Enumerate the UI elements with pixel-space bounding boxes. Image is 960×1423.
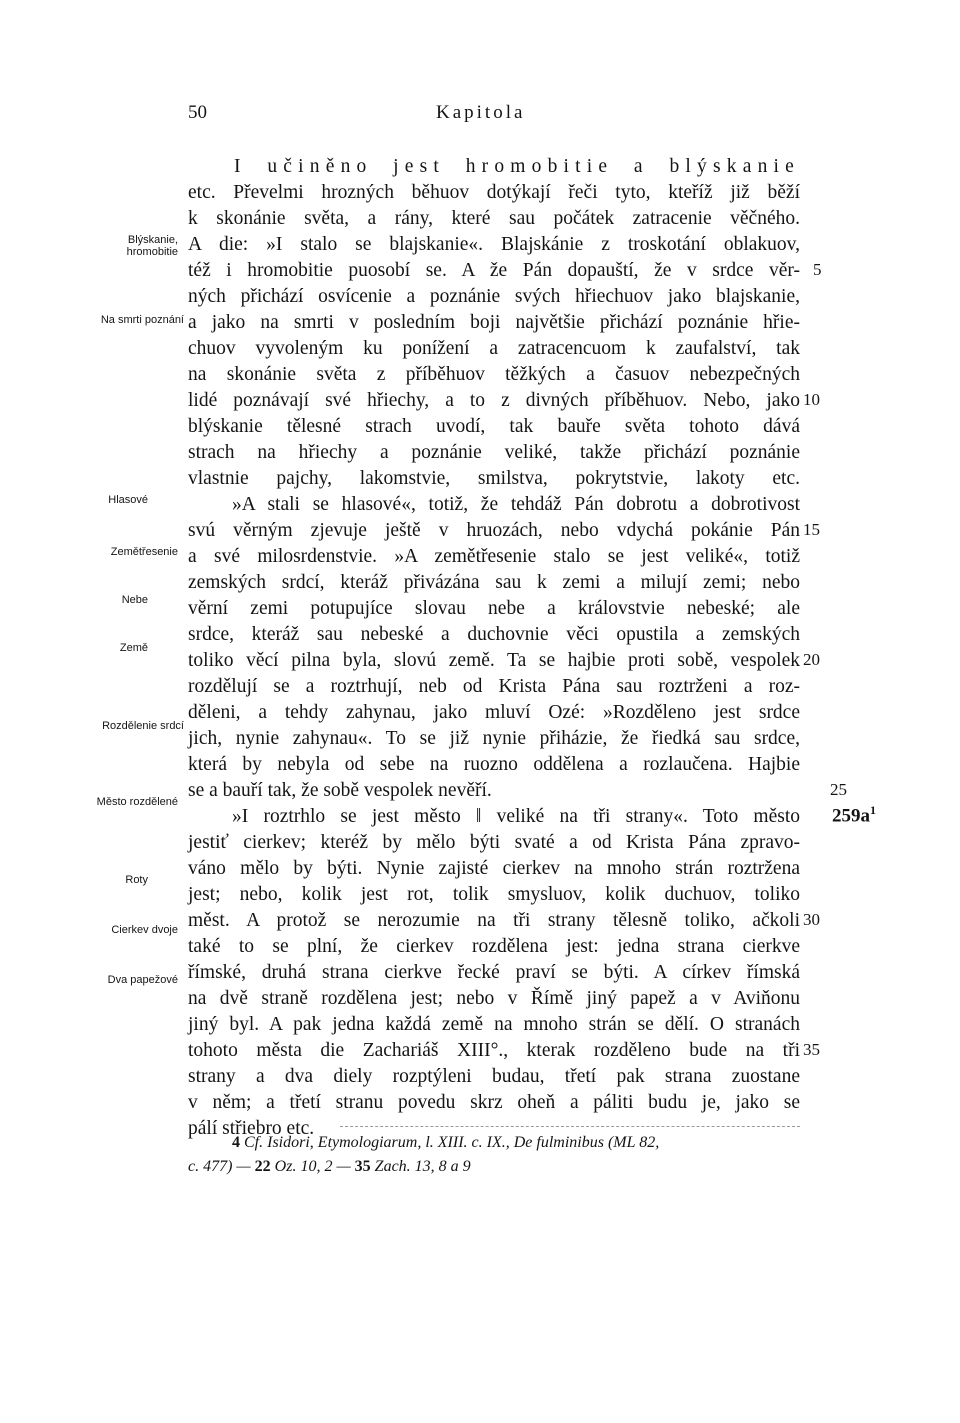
line-number: 5 (813, 260, 822, 279)
folio-number: 259a (832, 805, 870, 827)
text-line: která by nebyla od sebe na ruozno oddělena a rozlaučena. Hajbie (188, 754, 800, 775)
margin-note: Město rozdělené (96, 796, 178, 808)
margin-note: Země (119, 642, 148, 654)
text-line: věrní zemi potupujíce slovau nebe a královstvie nebeské; ale (188, 598, 800, 619)
margin-note: hromobitie (126, 246, 178, 258)
footnote-text: Oz. 10, 2 — (274, 1158, 351, 1175)
chapter-title: Kapitola (436, 102, 526, 123)
line-number: 25 (830, 780, 847, 799)
text-line: jestiť cierkev; kteréž by mělo býti svaté a od Krista Pána zpravo- (188, 832, 800, 853)
footnote-ref-number: 22 (254, 1158, 271, 1175)
text-line: A die: »I stalo se blajskanie«. Blajskánie z troskotání oblakuov, (188, 234, 800, 255)
margin-note: Cierkev dvoje (111, 924, 178, 936)
footnote-ref-number: 4 (232, 1134, 240, 1151)
text-line: toliko věcí pilna byla, slovú země. Ta se hajbie proti sobě, vespolek (188, 650, 800, 671)
text-line: chuov vyvoleným ku ponížení a zatracencuom k zaufalství, tak (188, 338, 800, 359)
text-line: na skonánie světa z příběhuov těžkých a časuov nebezpečných (188, 364, 800, 385)
folio-superscript: 1 (870, 803, 876, 817)
text-line: děleni, a tehdy zahynau, jako mluví Ozé: »Rozděleno jest srdce (188, 702, 800, 723)
margin-note: Roty (125, 874, 148, 886)
text-line: blýskanie tělesné strach uvodí, tak bauře světa tohoto dává (188, 416, 800, 437)
text-line: se a bauří tak, že sobě vespolek nevěří. (188, 780, 492, 801)
margin-note: Blýskanie, (127, 234, 178, 246)
footnote-line (188, 1156, 800, 1178)
text-line: tohoto města die Zachariáš XIII°., kterak rozděleno bude na tři (188, 1040, 800, 1061)
page-header (0, 102, 960, 132)
text-line: srdce, kteráž sau nebeské a duchovnie věci opustila a zemských (188, 624, 800, 645)
text-line: strany a dva diely rozptýleni budau, třetí pak strana zuostane (188, 1066, 800, 1087)
text-line: zemských srdcí, kteráž přivázána sau k zemi a milují zemi; nebo (188, 572, 800, 593)
margin-note: Na smrti poznání (100, 314, 184, 326)
text-line: na dvě straně rozdělena jest; nebo v Římě jiný papež a v Aviňonu (188, 988, 800, 1009)
text-line: jest; nebo, kolik jest rot, tolik smysluov, kolik duchuov, toliko (188, 884, 800, 905)
line-number: 30 (803, 910, 820, 929)
footnote-text: Cf. Isidori, Etymologiarum, l. XIII. c. IX., De fulminibus (ML 82, (244, 1134, 660, 1151)
line-number: 10 (803, 390, 820, 409)
margin-note: Rozdělenie srdcí (102, 720, 184, 732)
line-number: 15 (803, 520, 820, 539)
text-line: lidé poznávají své hřiechy, a to z divných příběhuov. Nebo, jako (188, 390, 800, 411)
text-line: strach na hřiechy a poznánie veliké, takže přichází poznánie (188, 442, 800, 463)
text-line: k skonánie světa, a rány, které sau počátek zatracenie věčného. (188, 208, 800, 229)
text-line: »A stali se hlasové«, totiž, že tehdáž Pán dobrotu a dobrotivost (232, 494, 800, 515)
folio-marker (832, 803, 876, 827)
text-line: také to se plní, že cierkev rozdělena jest: jedna strana cierkve (188, 936, 800, 957)
footnote-text: Zach. 13, 8 a 9 (374, 1158, 471, 1175)
text-line: I učiněno jest hromobitie a blýskanie (234, 156, 800, 177)
margin-note: Dva papežové (107, 974, 178, 986)
text-line: a jako na smrti v posledním boji najvětšie přichází poznánie hřie- (188, 312, 800, 333)
footnote-ref-number: 35 (354, 1158, 371, 1175)
margin-note: Zemětřesenie (110, 546, 178, 558)
text-line: jiný byl. A pak jedna každá země na mnoho strán se dělí. O stranách (188, 1014, 800, 1035)
text-line: římské, druhá strana cierkve řecké praví se býti. A církev římská (188, 962, 800, 983)
text-line: etc. Převelmi hrozných běhuov dotýkají řeči tyto, kteříž již běží (188, 182, 800, 203)
text-line: pálí střiebro etc. (188, 1118, 315, 1139)
text-line: váno mělo by býti. Nynie zajisté cierkev na mnoho strán roztržena (188, 858, 800, 879)
text-line: měst. A protož se nerozumie na tři strany tělesně toliko, ačkoli (188, 910, 800, 931)
text-line: v něm; a třetí stranu povedu skrz oheň a páliti budu je, jako se (188, 1092, 800, 1113)
footnote-line (232, 1132, 844, 1154)
text-line: též i hromobitie puosobí se. A že Pán dopauští, že v srdce věr- (188, 260, 800, 281)
text-line: ných přichází osvícenie a poznánie svých hřiechuov jako blajskanie, (188, 286, 800, 307)
text-line: rozdělují se a roztrhují, neb od Krista Pána sau roztrženi a roz- (188, 676, 800, 697)
text-line: vlastnie pajchy, lakomstvie, smilstva, pokrytstvie, lakoty etc. (188, 468, 800, 489)
text-line: svú věrným zjevuje ještě v hruozách, nebo vdychá pokánie Pán (188, 520, 800, 541)
footnote-text: c. 477) — (188, 1158, 251, 1175)
line-number: 35 (803, 1040, 820, 1059)
margin-note: Hlasové (108, 494, 148, 506)
footnote-separator (340, 1126, 800, 1127)
text-line: a své milosrdenstvie. »A zemětřesenie stalo se jest veliké«, totiž (188, 546, 800, 567)
text-line: jich, nynie zahynau«. To se již nynie přiházie, že řiedká sau srdce, (188, 728, 800, 749)
text-line: »I roztrhlo se jest město ‖ veliké na tři strany«. Toto město (232, 806, 800, 827)
page-number: 50 (188, 102, 207, 123)
margin-note: Nebe (121, 594, 148, 606)
line-number: 20 (803, 650, 820, 669)
